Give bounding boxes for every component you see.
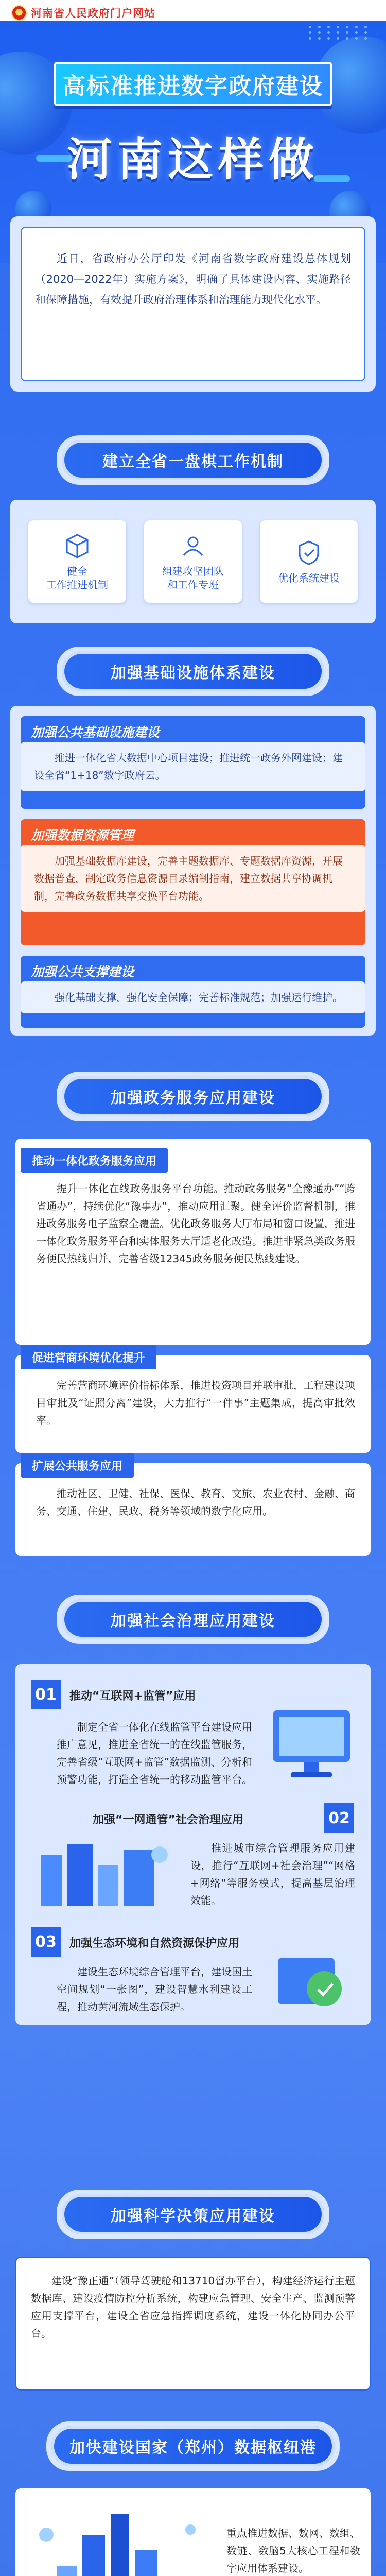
section1-title: 建立全省一盘棋工作机制 bbox=[62, 440, 324, 480]
section2-block2-heading: 加强数据资源管理 bbox=[31, 828, 134, 843]
dot-grid-decoration bbox=[309, 26, 371, 40]
site-name: 河南省人民政府门户网站 bbox=[31, 7, 155, 20]
section2-block1-text: 推进一体化省大数据中心项目建设；推进统一政务外网建设；建设全省“1+18”数字政府云。 bbox=[21, 742, 365, 791]
section1-item-team bbox=[144, 520, 242, 603]
section5-text: 建设“豫正通”（领导驾驶舱和13710督办平台），构建经济运行主题数据库、建设疫情防控分析系统，构建应急管理、安全生产、监测预警应用支撑平台，建设全省应急指挥调度系统，建设一体化协同办公平台。 bbox=[31, 2275, 355, 2340]
section4-block2-text: 推进城市综合管理服务应用建设，推行“互联网+社会治理”“网格+网络”等服务模式，提高基层治理效能。 bbox=[190, 1842, 355, 1907]
check-shield-icon bbox=[294, 538, 323, 567]
section3-block3-text: 推动社区、卫健、社保、医保、教育、文旅、农业农村、金融、商务、交通、住建、民政、税务等领域的数字化应用。 bbox=[36, 1487, 355, 1517]
section4-block2-number: 02 bbox=[324, 1803, 354, 1833]
section3-block3-heading: 扩展公共服务应用 bbox=[21, 1453, 134, 1478]
section2-block2-text: 加强基础数据库建设，完善主题数据库、专题数据库资源，开展数据普查，制定政务信息资源目录编制指南，建立数据共享协调机制，完善政务数据共享交换平台功能。 bbox=[21, 845, 365, 912]
section4-block1-number: 01 bbox=[31, 1680, 61, 1709]
section4-block2-heading: 加强“一网通管”社会治理应用 bbox=[93, 1814, 243, 1826]
section2-block3-text: 强化基础支撑，强化安全保障；完善标准规范；加强运行维护。 bbox=[21, 981, 365, 1013]
section3-block1-heading: 推动一体化政务服务应用 bbox=[21, 1148, 168, 1173]
section3-block2-text: 完善营商环境评价指标体系，推进投资项目并联审批，工程建设项目审批及“证照分离”建设，大力推行“一件事”主题集成，提高审批效率。 bbox=[36, 1379, 355, 1427]
section2-title: 加强基础设施体系建设 bbox=[62, 651, 324, 691]
section4-title: 加强社会治理应用建设 bbox=[62, 1599, 324, 1639]
section4-block3-heading: 加强生态环境和自然资源保护应用 bbox=[69, 1937, 240, 1950]
cube-icon bbox=[63, 532, 92, 561]
section1-item-label: 组建攻坚团队 和工作专班 bbox=[162, 565, 224, 591]
section1-item-system bbox=[260, 520, 358, 603]
city-illustration-icon bbox=[31, 1834, 175, 1911]
section4-block1-text: 制定全省一体化在线监管平台建设应用推广意见，推进全省统一的在线监管服务，完善省级“互联网+监管”数据监测、分析和预警功能，打造全省统一的移动监管平台。 bbox=[57, 1721, 252, 1786]
section6-title: 加快建设国家（郑州）数据枢纽港 bbox=[51, 2426, 335, 2466]
section4-block3-number: 03 bbox=[31, 1927, 61, 1957]
team-icon bbox=[179, 532, 207, 561]
site-logo[interactable] bbox=[11, 5, 155, 21]
intro-inner-card bbox=[21, 227, 365, 381]
section2-block1-heading: 加强公共基础设施建设 bbox=[31, 725, 160, 740]
section1-item-mechanism bbox=[28, 520, 126, 603]
national-emblem-icon bbox=[11, 5, 27, 21]
section3-block2-heading: 促进营商环境优化提升 bbox=[21, 1345, 156, 1369]
subtitle-ribbon: 高标准推进数字政府建设 bbox=[54, 62, 332, 106]
section6-text: 重点推进数据、数网、数组、数链、数脑5大核心工程和数字应用体系建设。 bbox=[226, 2527, 360, 2574]
eco-illustration-icon bbox=[262, 1942, 360, 2020]
data-hub-illustration-icon bbox=[26, 2504, 211, 2576]
section4-block3-text: 建设生态环境综合管理平台，建设国土空间规划“一张图”，建设智慧水利建设工程，推动黄河流域生态保护。 bbox=[57, 1965, 252, 2013]
section4-block1-heading: 推动“互联网+监管”应用 bbox=[69, 1690, 196, 1703]
page-title: 河南这样做 bbox=[66, 133, 319, 186]
section5-title: 加强科学决策应用建设 bbox=[62, 2194, 324, 2234]
section1-item-label: 优化系统建设 bbox=[278, 572, 340, 584]
section3-title: 加强政务服务应用建设 bbox=[62, 1076, 324, 1116]
section2-block3-heading: 加强公共支撑建设 bbox=[31, 964, 134, 979]
monitor-illustration-icon bbox=[262, 1700, 360, 1788]
section3-block1-text: 提升一体化在线政务服务平台功能。推动政务服务“全豫通办”“跨省通办”，持续优化“豫事办”，推动应用汇聚。健全评价监督机制，推进政务服务电子监察全覆盖。优化政务服务大厅布局和窗口设置，推进一体化政务服务平台和实体服务大厅适老化改造。推进非紧急类政务服务便民热线归并，完善省级12345政务服务便民热线建设。 bbox=[36, 1182, 355, 1265]
intro-text: 近日，省政府办公厅印发《河南省数字政府建设总体规划（2020—2022年）实施方案》，明确了具体建设内容、实施路径和保障措施，有效提升政府治理体系和治理能力现代化水平。 bbox=[35, 252, 351, 306]
section1-item-label: 健全 工作推进机制 bbox=[46, 565, 108, 591]
